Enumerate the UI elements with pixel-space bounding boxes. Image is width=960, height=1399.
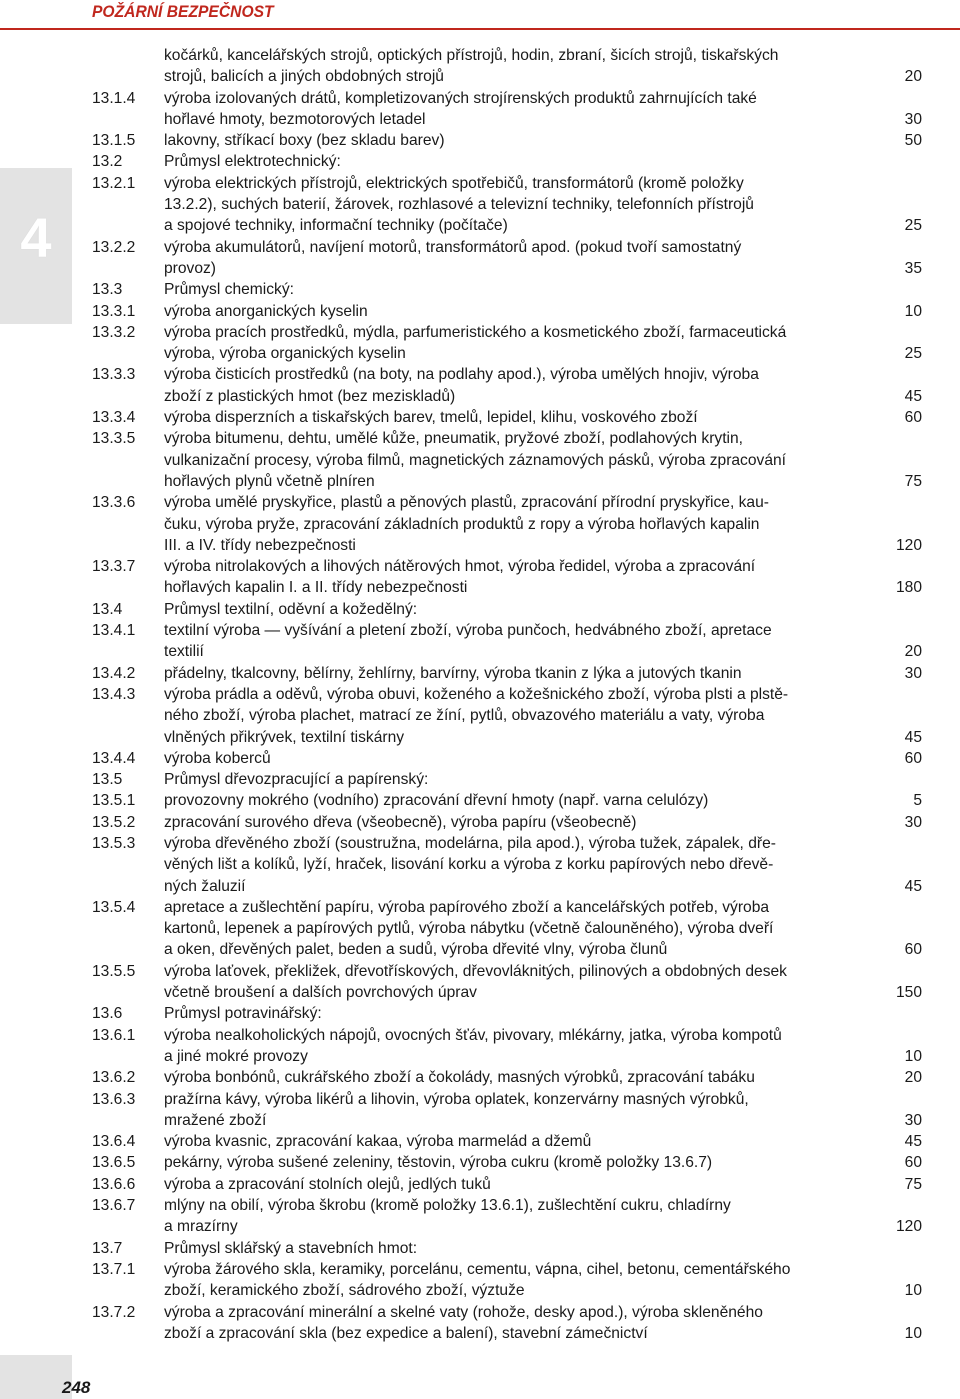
row-description: [164, 1025, 822, 1068]
row-code: 13.4.3: [92, 685, 136, 703]
table-row: [92, 322, 922, 365]
row-code: 13.3.2: [92, 323, 136, 341]
row-value: 60: [904, 1154, 922, 1172]
description-line: hořlavých kapalin I. a II. třídy nebezpečnosti: [164, 579, 468, 597]
description-line: kartonů, lepenek a papírových pytlů, výroba nábytku (včetně čalouněného), výroba dveří: [164, 920, 774, 938]
description-line: čuku, výroba pryže, zpracování základních produktů z ropy a výroba hořlavých kapalin: [164, 515, 760, 533]
description-line: a mrazírny: [164, 1218, 238, 1236]
description-line: výroba izolovaných drátů, kompletizovaných strojírenských produktů zahrnujících také: [164, 89, 757, 107]
table-row: [92, 556, 922, 599]
description-line: výroba nitrolakových a lihových nátěrových hmot, výroba ředidel, výroba a zpracování: [164, 558, 756, 576]
description-line: 13.2.2), suchých baterií, žárovek, rozhlasové a televizní techniky, telefonních přístrojů: [164, 196, 754, 214]
row-description: [164, 1238, 822, 1259]
description-line: ného zboží, výroba plachet, matrací ze žíní, pytlů, obvazového materiálu a vaty, výroba: [164, 707, 765, 725]
row-value: 30: [904, 110, 922, 128]
description-line: výroba anorganických kyselin: [164, 302, 368, 320]
row-code: 13.4.4: [92, 749, 136, 767]
row-value: 10: [904, 1047, 922, 1065]
description-line: výroba bitumenu, dehtu, umělé kůže, pneumatik, pryžové zboží, podlahových krytin,: [164, 430, 744, 448]
row-code: 13.2.1: [92, 174, 136, 192]
page-header: [0, 0, 960, 30]
description-line: hořlavé hmoty, bezmotorových letadel: [164, 110, 426, 128]
description-line: mlýny na obilí, výroba škrobu (kromě položky 13.6.1), zušlechtění cukru, chladírny: [164, 1197, 731, 1215]
row-value: 150: [895, 984, 922, 1002]
row-description: [164, 1131, 822, 1152]
description-line: III. a IV. třídy nebezpečnosti: [164, 536, 356, 554]
page-number: 248: [62, 1378, 91, 1397]
description-line: výroba koberců: [164, 749, 271, 767]
row-description: [164, 1003, 822, 1024]
row-description: [164, 322, 822, 365]
row-value: 75: [904, 472, 922, 490]
row-code: 13.5.2: [92, 813, 136, 831]
row-code: 13.3.3: [92, 366, 136, 384]
description-line: výroba nealkoholických nápojů, ovocných šťáv, pivovary, mlékárny, jatka, výroba kompotů: [164, 1026, 782, 1044]
description-line: výroba umělé pryskyřice, plastů a pěnových plastů, zpracování přírodní pryskyřice, kau-: [164, 494, 769, 512]
row-description: [164, 492, 822, 556]
row-value: 10: [904, 302, 922, 320]
table-row: [92, 684, 922, 748]
row-code: 13.1.4: [92, 89, 136, 107]
description-line: pražírna kávy, výroba likérů a lihovin, výroba oplatek, konzervárny masných výrobků,: [164, 1090, 749, 1108]
table-row: [92, 812, 922, 833]
description-line: výroba dřevěného zboží (soustružna, modelárna, pila apod.), výroba tužek, zápalek, dře-: [164, 834, 776, 852]
row-code: 13.1.5: [92, 132, 136, 150]
row-description: [164, 279, 822, 300]
row-value: 10: [904, 1324, 922, 1342]
row-description: [164, 556, 822, 599]
row-description: [164, 833, 822, 897]
table-row: [92, 492, 922, 556]
table-row: [92, 364, 922, 407]
row-code: 13.5.4: [92, 898, 136, 916]
table-row: [92, 1025, 922, 1068]
row-value: 20: [904, 1069, 922, 1087]
row-value: 120: [895, 536, 922, 554]
row-value: 60: [904, 941, 922, 959]
description-line: vulkanizační procesy, výroba filmů, magnetických záznamových pásků, výroba zpracování: [164, 451, 787, 469]
row-description: [164, 769, 822, 790]
table-row: [92, 1302, 922, 1345]
table-row: [92, 1131, 922, 1152]
row-code: 13.5.3: [92, 834, 136, 852]
row-value: 60: [904, 409, 922, 427]
description-line: strojů, balicích a jiných obdobných strojů: [164, 68, 444, 86]
row-code: 13.6.6: [92, 1175, 136, 1193]
table-row: [92, 88, 922, 131]
row-description: [164, 1174, 822, 1195]
table-row: [92, 769, 922, 790]
table-row: [92, 961, 922, 1004]
row-code: 13.6.7: [92, 1197, 136, 1215]
row-description: [164, 407, 822, 428]
description-line: apretace a zušlechtění papíru, výroba papírového zboží a kancelářských potřeb, výroba: [164, 898, 770, 916]
row-code: 13.7: [92, 1239, 123, 1257]
description-line: hořlavých plynů včetně plníren: [164, 472, 375, 490]
description-line: výroba a zpracování minerální a skelné vaty (rohože, desky apod.), výroba skleněného: [164, 1303, 763, 1321]
row-value: 5: [913, 792, 922, 810]
row-description: [164, 1067, 822, 1088]
row-description: [164, 961, 822, 1004]
table-row: [92, 237, 922, 280]
row-description: [164, 620, 822, 663]
description-line: mražené zboží: [164, 1111, 267, 1129]
description-line: lakovny, stříkací boxy (bez skladu barev): [164, 132, 445, 150]
table-row: [92, 790, 922, 811]
row-code: 13.4.2: [92, 664, 136, 682]
row-description: [164, 151, 822, 172]
row-code: 13.4: [92, 600, 123, 618]
description-line: výroba čisticích prostředků (na boty, na podlahy apod.), výroba umělých hnojiv, výroba: [164, 366, 759, 384]
description-line: výroba bonbónů, cukrářského zboží a čokolády, masných výrobků, zpracování tabáku: [164, 1069, 755, 1087]
row-code: 13.7.2: [92, 1303, 136, 1321]
description-line: a oken, dřevěných palet, beden a sudů, výroba dřevité vlny, výroba člunů: [164, 941, 668, 959]
row-code: 13.3.1: [92, 302, 136, 320]
row-description: [164, 1195, 822, 1238]
row-description: [164, 599, 822, 620]
row-description: [164, 1152, 822, 1173]
description-line: výroba a zpracování stolních olejů, jedlých tuků: [164, 1175, 491, 1193]
description-line: výroba, výroba organických kyselin: [164, 345, 406, 363]
description-line: textilií: [164, 643, 204, 661]
row-description: [164, 897, 822, 961]
table-row: [92, 748, 922, 769]
row-code: 13.6.3: [92, 1090, 136, 1108]
row-code: 13.2: [92, 153, 123, 171]
row-value: 30: [904, 813, 922, 831]
description-line: zboží z plastických hmot (bez meziskladů): [164, 387, 456, 405]
row-value: 25: [904, 217, 922, 235]
row-code: 13.5.1: [92, 792, 136, 810]
row-description: [164, 812, 822, 833]
row-description: [164, 130, 822, 151]
table-row: [92, 173, 922, 237]
table-row: [92, 833, 922, 897]
row-value: 45: [904, 1133, 922, 1151]
description-line: včetně broušení a dalších povrchových úprav: [164, 984, 477, 1002]
table-row: [92, 1238, 922, 1259]
table-row: [92, 663, 922, 684]
table-row: [92, 599, 922, 620]
row-description: [164, 1259, 822, 1302]
table-row: [92, 1067, 922, 1088]
row-value: 45: [904, 728, 922, 746]
row-description: [164, 45, 822, 88]
table-row: [92, 1003, 922, 1024]
table-row: [92, 279, 922, 300]
row-value: 25: [904, 345, 922, 363]
row-value: 120: [895, 1218, 922, 1236]
row-description: [164, 237, 822, 280]
description-line: výroba disperzních a tiskařských barev, tmelů, lepidel, klihu, voskového zboží: [164, 409, 698, 427]
row-code: 13.3.7: [92, 558, 136, 576]
description-line: a jiné mokré provozy: [164, 1047, 308, 1065]
row-code: 13.6.4: [92, 1133, 136, 1151]
description-line: Průmysl elektrotechnický:: [164, 153, 341, 171]
description-line: výroba kvasnic, zpracování kakaa, výroba marmelád a džemů: [164, 1133, 592, 1151]
row-code: 13.6: [92, 1005, 123, 1023]
table-row: [92, 1259, 922, 1302]
description-line: vlněných přikrývek, textilní tiskárny: [164, 728, 405, 746]
table-row: [92, 620, 922, 663]
description-line: věných lišt a kolíků, lyží, hraček, lisování korku a výroba z korku papírových nebo dřevě-: [164, 856, 774, 874]
row-description: [164, 748, 822, 769]
table-row: [92, 1152, 922, 1173]
row-description: [164, 173, 822, 237]
description-line: Průmysl sklářský a stavebních hmot:: [164, 1239, 418, 1257]
row-code: 13.3.4: [92, 409, 136, 427]
row-value: 35: [904, 259, 922, 277]
row-code: 13.6.1: [92, 1026, 136, 1044]
row-code: 13.5: [92, 771, 123, 789]
row-description: [164, 790, 822, 811]
row-description: [164, 1089, 822, 1132]
table-row: [92, 1089, 922, 1132]
description-line: výroba akumulátorů, navíjení motorů, transformátorů apod. (pokud tvoří samostatný: [164, 238, 742, 256]
table-row: [92, 130, 922, 151]
header-rule: [0, 28, 960, 30]
description-line: výroba žárového skla, keramiky, porcelánu, cementu, vápna, cihel, betonu, cementářského: [164, 1260, 791, 1278]
description-line: kočárků, kancelářských strojů, optických přístrojů, hodin, zbraní, šicích strojů, tiskařských: [164, 47, 779, 64]
row-value: 75: [904, 1175, 922, 1193]
row-value: 30: [904, 1111, 922, 1129]
description-line: Průmysl potravinářský:: [164, 1005, 322, 1023]
description-line: zboží, keramického zboží, sádrového zboží, výztuže: [164, 1282, 525, 1300]
row-code: 13.4.1: [92, 622, 136, 640]
table-row: [92, 301, 922, 322]
description-line: výroba pracích prostředků, mýdla, parfumeristického a kosmetického zboží, farmaceutická: [164, 323, 787, 341]
row-code: 13.6.2: [92, 1069, 136, 1087]
chapter-tab: [0, 168, 72, 324]
description-line: výroba laťovek, překližek, dřevotřískových, dřevovláknitých, pilinových a obdobných desek: [164, 962, 787, 980]
description-line: výroba prádla a oděvů, výroba obuvi, koženého a kožešnického zboží, výroba plsti a plstě-: [164, 685, 789, 703]
description-line: a spojové techniky, informační techniky (počítače): [164, 217, 508, 235]
row-code: 13.7.1: [92, 1260, 136, 1278]
description-line: pekárny, výroba sušené zeleniny, těstovin, výroba cukru (kromě položky 13.6.7): [164, 1154, 713, 1172]
row-code: 13.5.5: [92, 962, 136, 980]
row-value: 30: [904, 664, 922, 682]
table-row: [92, 407, 922, 428]
description-line: zpracování surového dřeva (všeobecně), výroba papíru (všeobecně): [164, 813, 637, 831]
table-row: [92, 428, 922, 492]
row-description: [164, 1302, 822, 1345]
description-line: Průmysl textilní, oděvní a kožedělný:: [164, 600, 418, 618]
row-description: [164, 428, 822, 492]
row-description: [164, 663, 822, 684]
row-description: [164, 88, 822, 131]
row-description: [164, 364, 822, 407]
fire-load-table: [92, 45, 922, 1344]
row-code: 13.2.2: [92, 238, 136, 256]
table-row: [92, 151, 922, 172]
row-code: 13.3: [92, 281, 123, 299]
description-line: zboží a zpracování skla (bez expedice a balení), stavební zámečnictví: [164, 1324, 648, 1342]
header-title: POŽÁRNÍ BEZPEČNOST: [92, 2, 274, 21]
row-value: 180: [895, 579, 922, 597]
row-description: [164, 301, 822, 322]
row-code: 13.3.6: [92, 494, 136, 512]
description-line: výroba elektrických přístrojů, elektrických spotřebičů, transformátorů (kromě položky: [164, 174, 744, 192]
table-row: [92, 45, 922, 88]
row-value: 50: [904, 132, 922, 150]
description-line: přádelny, tkalcovny, bělírny, žehlírny, barvírny, výroba tkanin z lýka a jutových tkanin: [164, 664, 742, 682]
row-value: 20: [904, 643, 922, 661]
description-line: Průmysl dřevozpracující a papírenský:: [164, 771, 429, 789]
table-row: [92, 1195, 922, 1238]
description-line: provozovny mokrého (vodního) zpracování dřevní hmoty (např. varna celulózy): [164, 792, 709, 810]
description-line: ných žaluzií: [164, 877, 246, 895]
table-row: [92, 897, 922, 961]
row-code: 13.6.5: [92, 1154, 136, 1172]
row-description: [164, 684, 822, 748]
chapter-number: 4: [20, 206, 52, 269]
description-line: Průmysl chemický:: [164, 281, 294, 299]
table-row: [92, 1174, 922, 1195]
row-code: 13.3.5: [92, 430, 136, 448]
description-line: textilní výroba — vyšívání a pletení zboží, výroba punčoch, hedvábného zboží, apretace: [164, 622, 772, 640]
row-value: 60: [904, 749, 922, 767]
row-value: 45: [904, 877, 922, 895]
row-value: 10: [904, 1282, 922, 1300]
row-value: 20: [904, 68, 922, 86]
description-line: provoz): [164, 259, 216, 277]
row-value: 45: [904, 387, 922, 405]
